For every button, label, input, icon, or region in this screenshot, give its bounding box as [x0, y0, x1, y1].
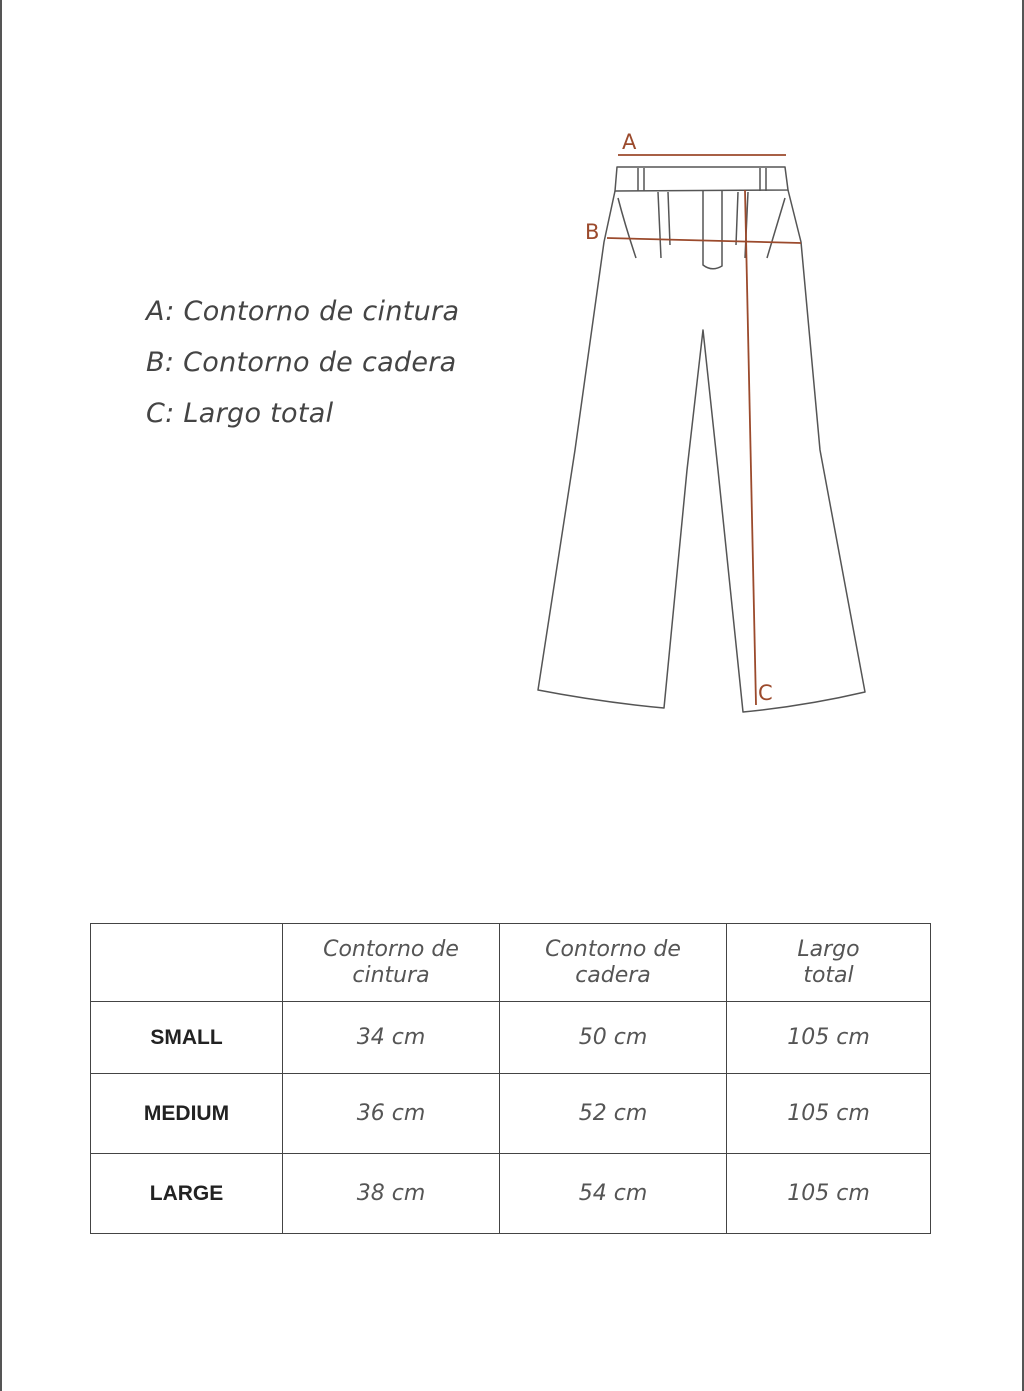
label-b: B: [585, 220, 600, 244]
legend-item-length: C: Largo total: [146, 398, 334, 429]
table-row: [91, 1154, 931, 1234]
length-cell: 105 cm: [727, 1154, 931, 1234]
length-cell: 105 cm: [727, 1074, 931, 1154]
measurement-lines: [607, 155, 801, 705]
header-cell-empty: [91, 924, 283, 1002]
hip-cell: 54 cm: [500, 1154, 727, 1234]
size-cell: MEDIUM: [91, 1074, 283, 1154]
legend-item-hip: B: Contorno de cadera: [146, 347, 457, 378]
length-measure-line: [745, 190, 756, 705]
label-a: A: [622, 130, 637, 154]
header-cell-hip: Contorno de cadera: [500, 924, 727, 1002]
header-cell-length: Largo total: [727, 924, 931, 1002]
waist-cell: 34 cm: [283, 1002, 500, 1074]
table-row: [91, 1074, 931, 1154]
waist-cell: 38 cm: [283, 1154, 500, 1234]
label-c: C: [758, 681, 773, 705]
hip-cell: 52 cm: [500, 1074, 727, 1154]
size-table: [90, 923, 931, 1234]
table-row: [91, 1002, 931, 1074]
size-cell: SMALL: [91, 1002, 283, 1074]
legend-item-waist: A: Contorno de cintura: [146, 296, 460, 327]
hip-cell: 50 cm: [500, 1002, 727, 1074]
trousers-outline: [538, 167, 865, 712]
length-cell: 105 cm: [727, 1002, 931, 1074]
header-cell-waist: Contorno de cintura: [283, 924, 500, 1002]
table-header-row: [91, 924, 931, 1002]
waist-cell: 36 cm: [283, 1074, 500, 1154]
size-cell: LARGE: [91, 1154, 283, 1234]
